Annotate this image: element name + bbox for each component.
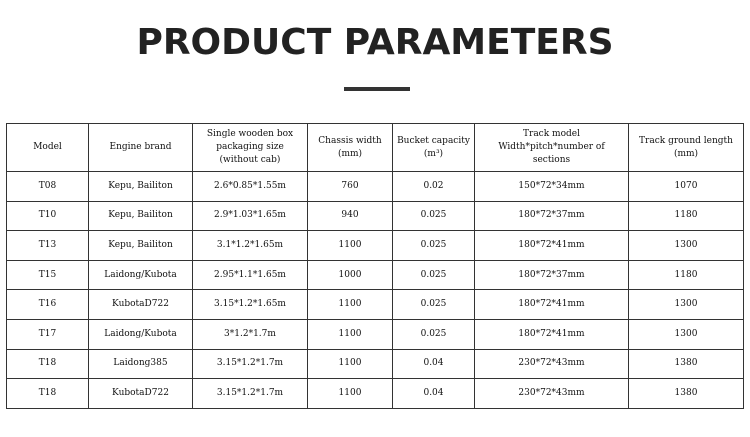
cell-track-ground-length: 1300	[629, 319, 744, 349]
cell-track-ground-length: 1380	[629, 349, 744, 379]
cell-engine-brand: Kepu, Bailiton	[89, 201, 193, 231]
cell-chassis-width: 1100	[308, 349, 393, 379]
cell-model: T13	[7, 231, 89, 261]
cell-engine-brand: Kepu, Bailiton	[89, 172, 193, 202]
cell-track-ground-length: 1070	[629, 172, 744, 202]
cell-bucket-capacity: 0.025	[393, 290, 475, 320]
cell-chassis-width: 1000	[308, 260, 393, 290]
cell-packaging-size: 2.6*0.85*1.55m	[193, 172, 308, 202]
header-bucket-capacity: Bucket capacity (m³)	[393, 124, 475, 172]
cell-track-model: 180*72*41mm	[475, 290, 629, 320]
cell-packaging-size: 3.15*1.2*1.65m	[193, 290, 308, 320]
table-row	[7, 319, 744, 349]
cell-chassis-width: 1100	[308, 319, 393, 349]
header-track-ground-length: Track ground length (mm)	[629, 124, 744, 172]
cell-engine-brand: Laidong/Kubota	[89, 319, 193, 349]
table-row	[7, 172, 744, 202]
cell-track-ground-length: 1380	[629, 379, 744, 409]
cell-chassis-width: 1100	[308, 290, 393, 320]
cell-bucket-capacity: 0.04	[393, 379, 475, 409]
table-row	[7, 349, 744, 379]
cell-chassis-width: 1100	[308, 231, 393, 261]
cell-track-model: 230*72*43mm	[475, 349, 629, 379]
cell-bucket-capacity: 0.025	[393, 231, 475, 261]
cell-engine-brand: KubotaD722	[89, 379, 193, 409]
table-row	[7, 231, 744, 261]
cell-model: T18	[7, 349, 89, 379]
cell-model: T15	[7, 260, 89, 290]
cell-bucket-capacity: 0.025	[393, 201, 475, 231]
cell-packaging-size: 2.9*1.03*1.65m	[193, 201, 308, 231]
header-chassis-width: Chassis width (mm)	[308, 124, 393, 172]
cell-track-model: 180*72*37mm	[475, 260, 629, 290]
header-packaging-size: Single wooden box packaging size (without cab)	[193, 124, 308, 172]
cell-track-model: 150*72*34mm	[475, 172, 629, 202]
header-model: Model	[7, 124, 89, 172]
table-row	[7, 260, 744, 290]
cell-bucket-capacity: 0.025	[393, 319, 475, 349]
cell-track-ground-length: 1300	[629, 290, 744, 320]
cell-track-model: 180*72*41mm	[475, 231, 629, 261]
cell-engine-brand: Laidong/Kubota	[89, 260, 193, 290]
table-row	[7, 290, 744, 320]
cell-model: T08	[7, 172, 89, 202]
cell-track-model: 180*72*37mm	[475, 201, 629, 231]
cell-packaging-size: 3.15*1.2*1.7m	[193, 379, 308, 409]
cell-model: T18	[7, 379, 89, 409]
cell-engine-brand: KubotaD722	[89, 290, 193, 320]
cell-chassis-width: 1100	[308, 379, 393, 409]
cell-packaging-size: 3.1*1.2*1.65m	[193, 231, 308, 261]
cell-engine-brand: Laidong385	[89, 349, 193, 379]
table-row	[7, 379, 744, 409]
cell-bucket-capacity: 0.025	[393, 260, 475, 290]
parameters-table	[6, 123, 744, 409]
table-row	[7, 201, 744, 231]
cell-bucket-capacity: 0.04	[393, 349, 475, 379]
cell-track-ground-length: 1180	[629, 260, 744, 290]
header-track-model: Track model Width*pitch*number of sections	[475, 124, 629, 172]
cell-packaging-size: 3.15*1.2*1.7m	[193, 349, 308, 379]
cell-model: T10	[7, 201, 89, 231]
cell-packaging-size: 3*1.2*1.7m	[193, 319, 308, 349]
cell-packaging-size: 2.95*1.1*1.65m	[193, 260, 308, 290]
header-engine-brand: Engine brand	[89, 124, 193, 172]
cell-track-model: 180*72*41mm	[475, 319, 629, 349]
cell-track-ground-length: 1180	[629, 201, 744, 231]
cell-model: T17	[7, 319, 89, 349]
cell-chassis-width: 940	[308, 201, 393, 231]
cell-bucket-capacity: 0.02	[393, 172, 475, 202]
cell-model: T16	[7, 290, 89, 320]
cell-engine-brand: Kepu, Bailiton	[89, 231, 193, 261]
cell-chassis-width: 760	[308, 172, 393, 202]
cell-track-ground-length: 1300	[629, 231, 744, 261]
title-underline	[344, 87, 410, 91]
table-header-row	[7, 124, 744, 172]
page-title: PRODUCT PARAMETERS	[136, 22, 614, 63]
cell-track-model: 230*72*43mm	[475, 379, 629, 409]
